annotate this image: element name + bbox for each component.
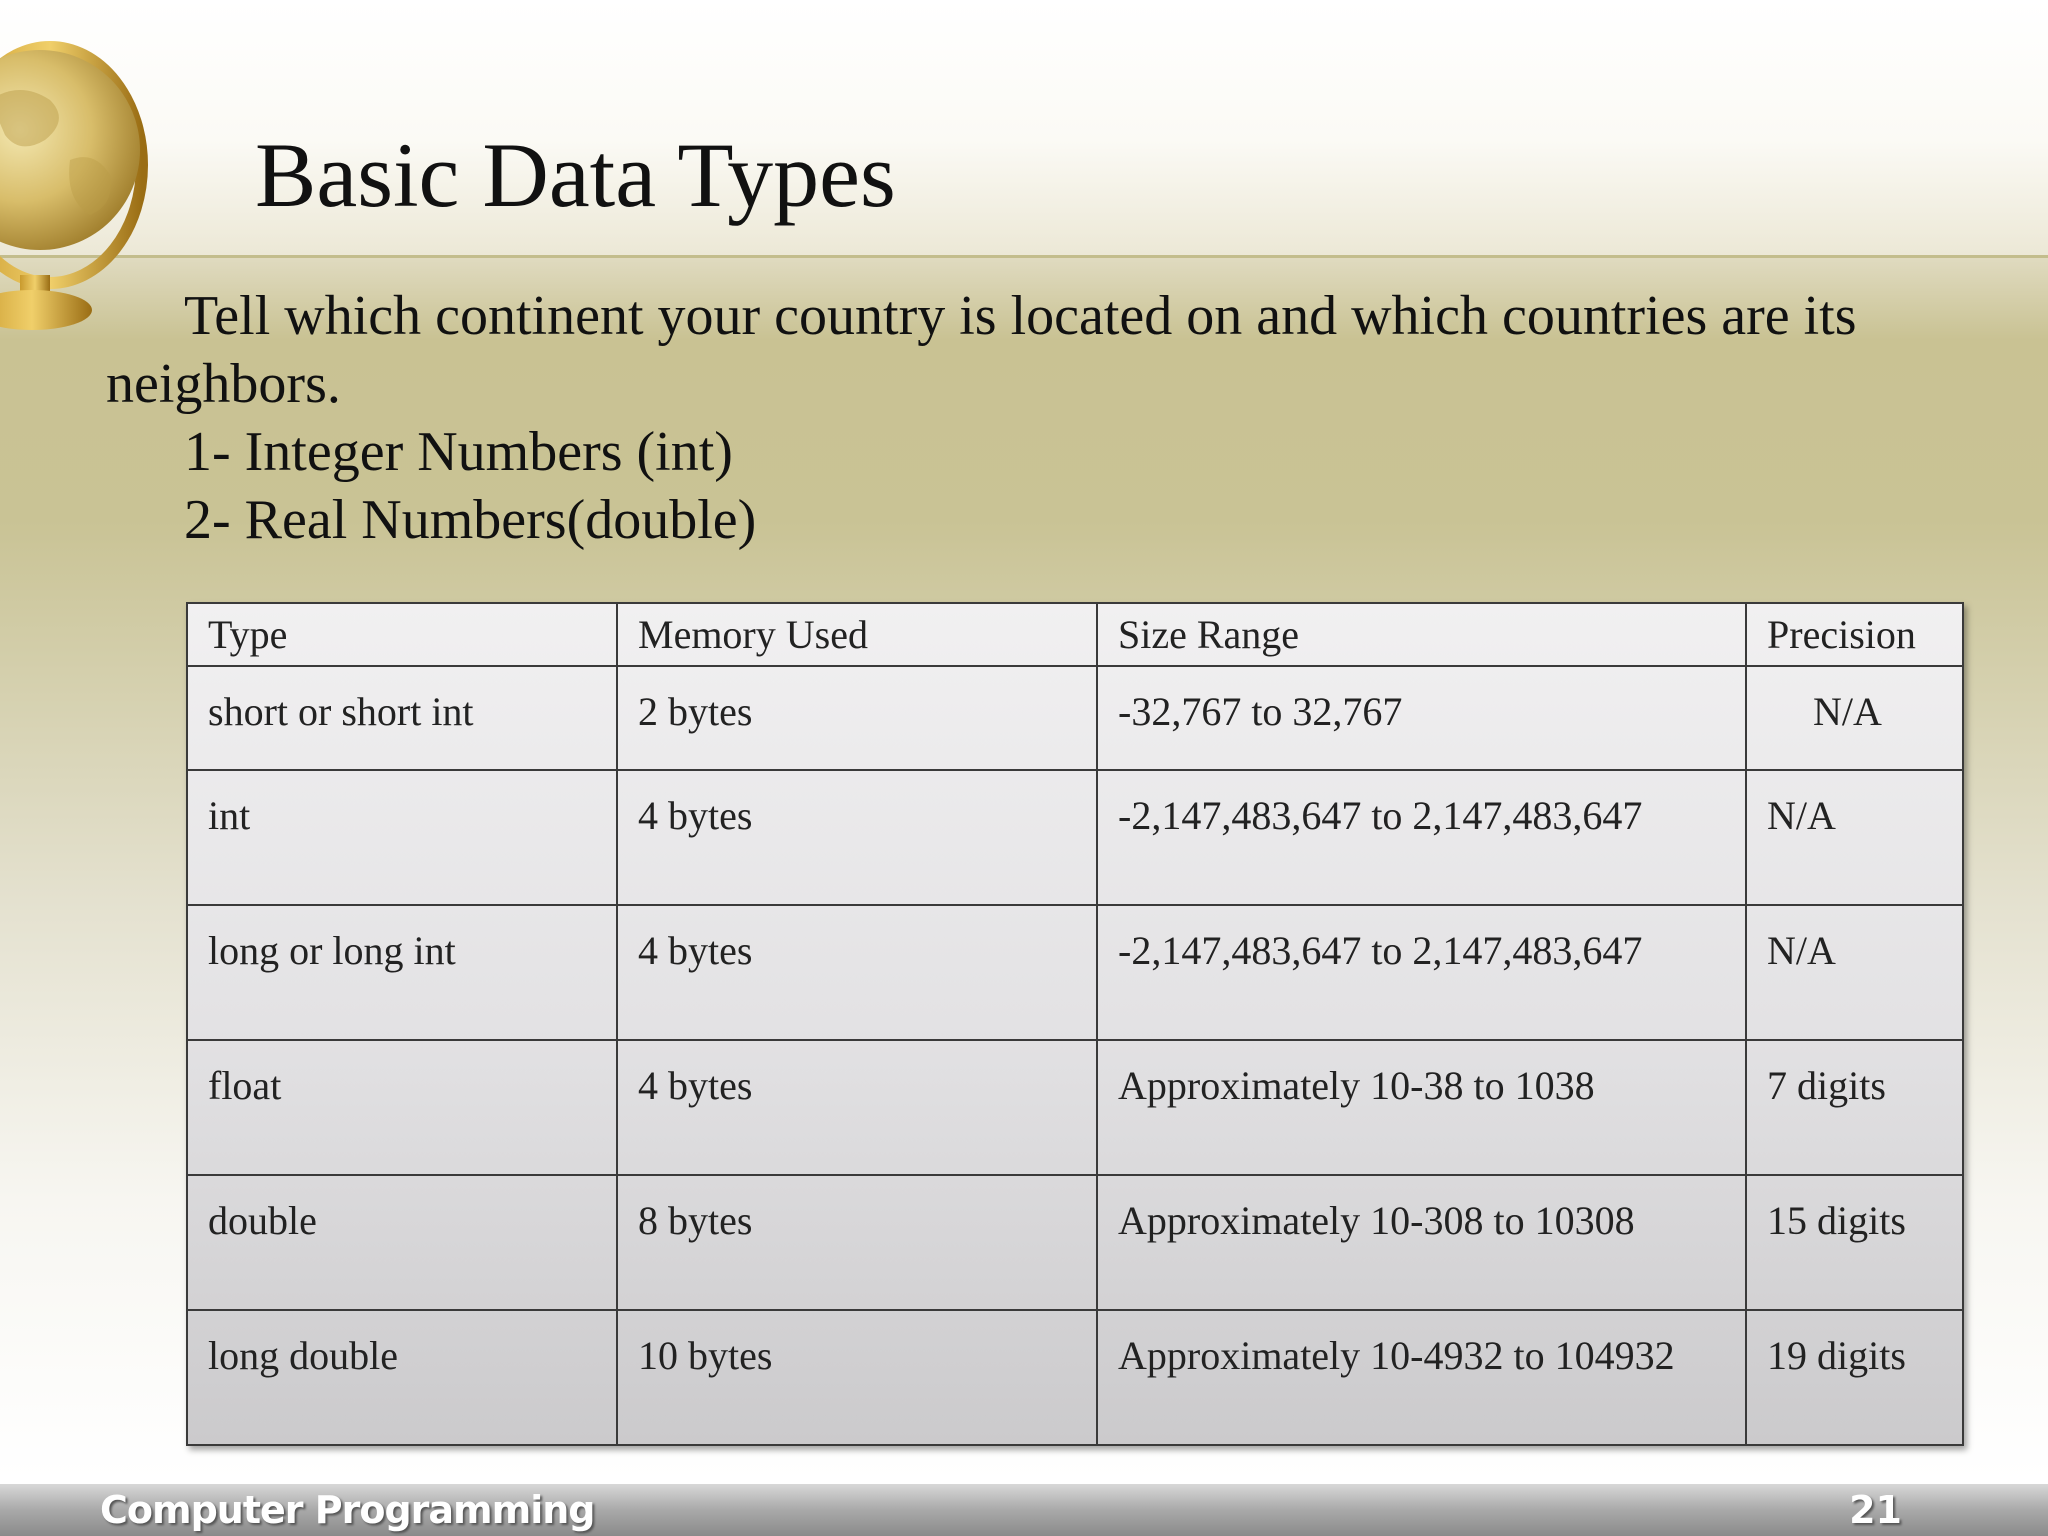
cell-type: long double bbox=[187, 1310, 617, 1445]
list-item: 2- Real Numbers(double) bbox=[184, 489, 757, 551]
cell-memory: 4 bytes bbox=[617, 1040, 1097, 1175]
slide-number: 21 bbox=[1849, 1488, 1902, 1532]
data-types-table bbox=[186, 602, 1964, 1446]
cell-type: double bbox=[187, 1175, 617, 1310]
cell-range: Approximately 10-38 to 1038 bbox=[1097, 1040, 1746, 1175]
cell-precision: 7 digits bbox=[1746, 1040, 1963, 1175]
cell-memory: 10 bytes bbox=[617, 1310, 1097, 1445]
data-types-table-wrap bbox=[186, 602, 1964, 1446]
cell-precision: N/A bbox=[1746, 905, 1963, 1040]
cell-range: -32,767 to 32,767 bbox=[1097, 666, 1746, 770]
table-row bbox=[187, 770, 1963, 905]
slide-title: Basic Data Types bbox=[255, 124, 896, 226]
cell-type: short or short int bbox=[187, 666, 617, 770]
cell-precision: 19 digits bbox=[1746, 1310, 1963, 1445]
cell-memory: 2 bytes bbox=[617, 666, 1097, 770]
footer-bar bbox=[0, 1484, 2048, 1536]
cell-memory: 4 bytes bbox=[617, 770, 1097, 905]
table-row bbox=[187, 1040, 1963, 1175]
cell-range: -2,147,483,647 to 2,147,483,647 bbox=[1097, 770, 1746, 905]
cell-memory: 8 bytes bbox=[617, 1175, 1097, 1310]
table-row bbox=[187, 1310, 1963, 1445]
table-row bbox=[187, 905, 1963, 1040]
cell-type: int bbox=[187, 770, 617, 905]
table-row bbox=[187, 1175, 1963, 1310]
cell-type: float bbox=[187, 1040, 617, 1175]
cell-range: Approximately 10-308 to 10308 bbox=[1097, 1175, 1746, 1310]
table-header-row bbox=[187, 603, 1963, 666]
header-precision: Precision bbox=[1746, 603, 1963, 666]
cell-memory: 4 bytes bbox=[617, 905, 1097, 1040]
header-type: Type bbox=[187, 603, 617, 666]
cell-precision: N/A bbox=[1746, 770, 1963, 905]
cell-range: -2,147,483,647 to 2,147,483,647 bbox=[1097, 905, 1746, 1040]
footer-course-title: Computer Programming bbox=[100, 1488, 595, 1532]
cell-range: Approximately 10-4932 to 104932 bbox=[1097, 1310, 1746, 1445]
header-memory: Memory Used bbox=[617, 603, 1097, 666]
intro-paragraph: Tell which continent your country is located on and which countries are its neighbors. bbox=[106, 285, 1857, 415]
slide-body bbox=[106, 282, 1986, 554]
cell-type: long or long int bbox=[187, 905, 617, 1040]
table-row bbox=[187, 666, 1963, 770]
cell-precision: N/A bbox=[1746, 666, 1963, 770]
list-item: 1- Integer Numbers (int) bbox=[184, 421, 733, 483]
cell-precision: 15 digits bbox=[1746, 1175, 1963, 1310]
header-range: Size Range bbox=[1097, 603, 1746, 666]
